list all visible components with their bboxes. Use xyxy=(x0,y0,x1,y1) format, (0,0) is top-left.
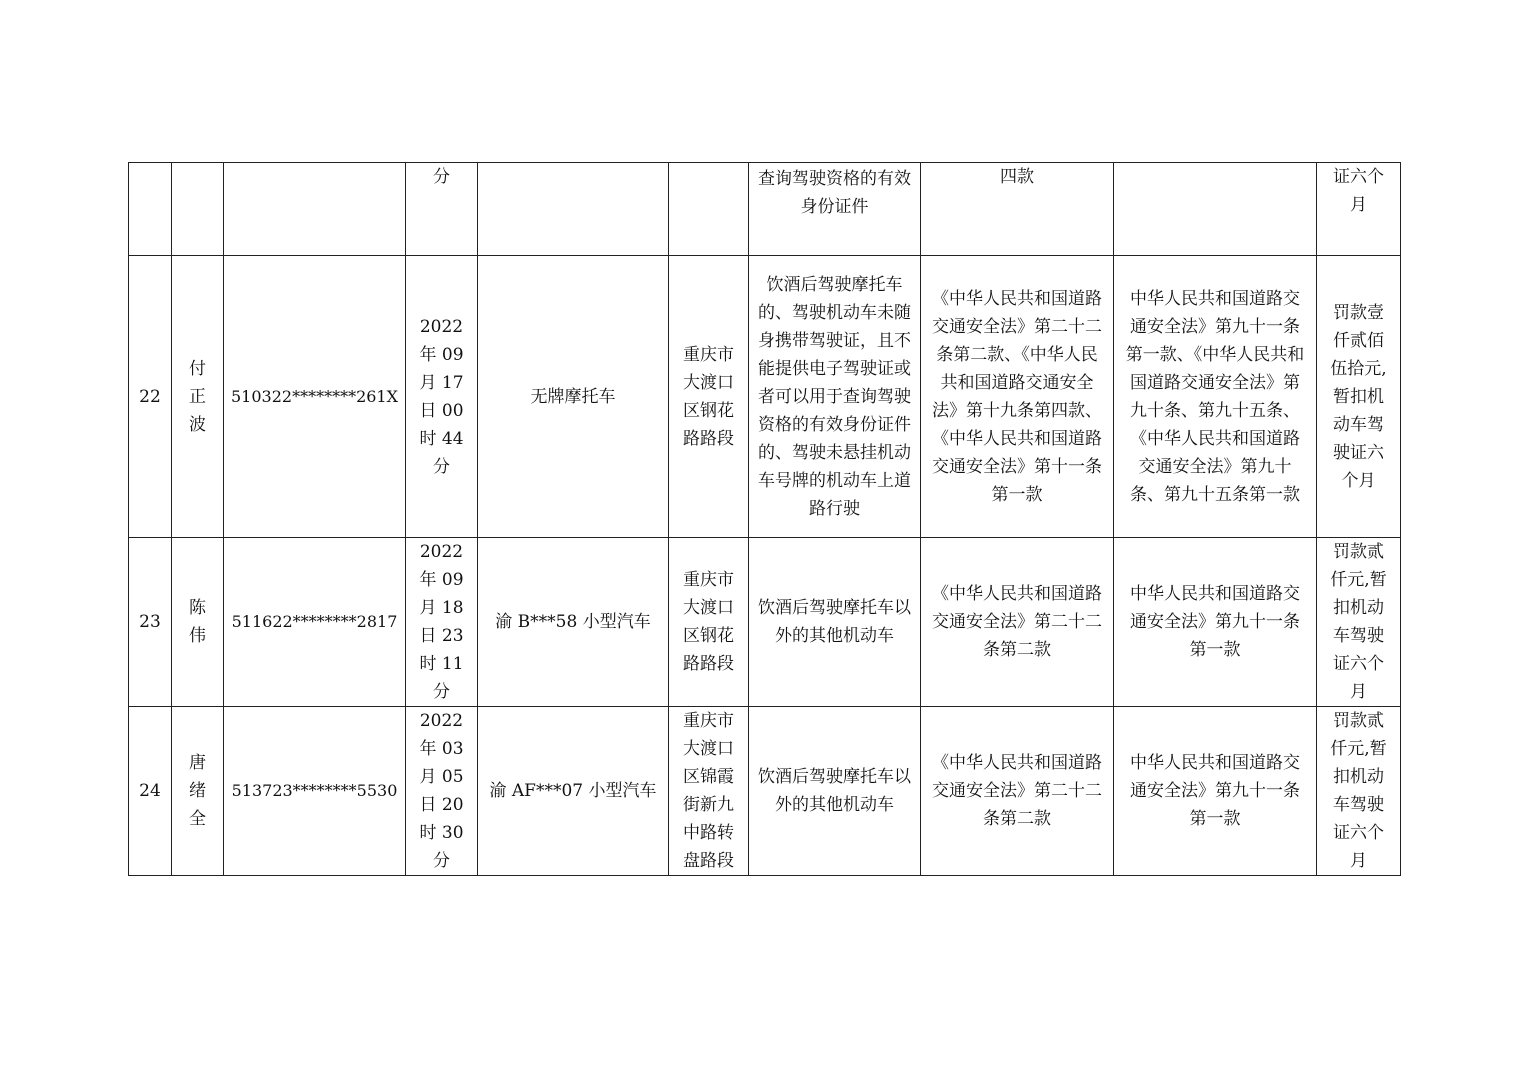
violation-cell: 饮酒后驾驶摩托车以外的其他机动车 xyxy=(749,707,921,876)
id-number-cell xyxy=(224,163,406,256)
penalty-basis-cell: 中华人民共和国道路交通安全法》第九十一条第一款 xyxy=(1114,538,1317,707)
penalty-cell: 证六个 月 xyxy=(1317,163,1401,256)
id-number-cell: 513723********5530 xyxy=(224,707,406,876)
location-cell xyxy=(669,163,749,256)
vehicle-cell xyxy=(478,163,669,256)
penalty-basis-cell: 中华人民共和国道路交通安全法》第九十一条第一款、《中华人民共和国道路交通安全法》第九十条、第九十五条、《中华人民共和国道路交通安全法》第九十条、第九十五条第一款 xyxy=(1114,256,1317,538)
table-row xyxy=(129,707,1401,876)
vehicle-cell: 无牌摩托车 xyxy=(478,256,669,538)
penalty-basis-cell xyxy=(1114,163,1317,256)
penalty-record-table xyxy=(128,162,1401,876)
violated-law-cell: 四款 xyxy=(921,163,1114,256)
violation-time-cell: 2022 年 03 月 05 日 20 时 30 分 xyxy=(406,707,478,876)
table-row xyxy=(129,163,1401,256)
location-cell: 重庆市 大渡口 区锦霞 街新九 中路转 盘路段 xyxy=(669,707,749,876)
penalty-cell: 罚款贰 仟元,暂 扣机动 车驾驶 证六个 月 xyxy=(1317,538,1401,707)
id-number-cell: 511622********2817 xyxy=(224,538,406,707)
violation-time-cell: 分 xyxy=(406,163,478,256)
location-cell: 重庆市 大渡口 区钢花 路路段 xyxy=(669,256,749,538)
violation-time-cell: 2022 年 09 月 17 日 00 时 44 分 xyxy=(406,256,478,538)
name-cell: 付 正 波 xyxy=(172,256,224,538)
row-number-cell: 24 xyxy=(129,707,172,876)
violation-time-cell: 2022 年 09 月 18 日 23 时 11 分 xyxy=(406,538,478,707)
penalty-basis-cell: 中华人民共和国道路交通安全法》第九十一条第一款 xyxy=(1114,707,1317,876)
table-row xyxy=(129,256,1401,538)
vehicle-cell: 渝 AF***07 小型汽车 xyxy=(478,707,669,876)
location-cell: 重庆市 大渡口 区钢花 路路段 xyxy=(669,538,749,707)
violation-cell: 查询驾驶资格的有效身份证件 xyxy=(749,163,921,256)
violated-law-cell: 《中华人民共和国道路交通安全法》第二十二条第二款 xyxy=(921,538,1114,707)
row-number-cell: 22 xyxy=(129,256,172,538)
penalty-cell: 罚款贰 仟元,暂 扣机动 车驾驶 证六个 月 xyxy=(1317,707,1401,876)
row-number-cell xyxy=(129,163,172,256)
vehicle-cell: 渝 B***58 小型汽车 xyxy=(478,538,669,707)
violation-cell: 饮酒后驾驶摩托车以外的其他机动车 xyxy=(749,538,921,707)
name-cell: 陈 伟 xyxy=(172,538,224,707)
row-number-cell: 23 xyxy=(129,538,172,707)
table-row xyxy=(129,538,1401,707)
violated-law-cell: 《中华人民共和国道路交通安全法》第二十二条第二款、《中华人民共和国道路交通安全法》第十九条第四款、《中华人民共和国道路交通安全法》第十一条第一款 xyxy=(921,256,1114,538)
name-cell xyxy=(172,163,224,256)
name-cell: 唐 绪 全 xyxy=(172,707,224,876)
id-number-cell: 510322********261X xyxy=(224,256,406,538)
penalty-cell: 罚款壹 仟贰佰 伍拾元, 暂扣机 动车驾 驶证六 个月 xyxy=(1317,256,1401,538)
violation-cell: 饮酒后驾驶摩托车的、驾驶机动车未随身携带驾驶证，且不能提供电子驾驶证或者可以用于查询驾驶资格的有效身份证件的、驾驶未悬挂机动车号牌的机动车上道路行驶 xyxy=(749,256,921,538)
violated-law-cell: 《中华人民共和国道路交通安全法》第二十二条第二款 xyxy=(921,707,1114,876)
